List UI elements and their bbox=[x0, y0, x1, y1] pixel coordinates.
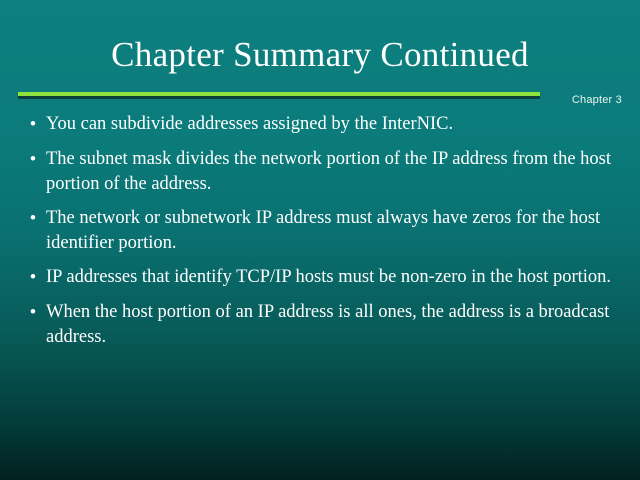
bullet-dot-icon: • bbox=[29, 302, 37, 323]
list-item-text: When the host portion of an IP address is all ones, the address is a broadcast address. bbox=[46, 302, 610, 347]
list-item bbox=[20, 112, 624, 138]
title-divider bbox=[18, 92, 540, 99]
list-item-text: The subnet mask divides the network portion of the IP address from the host portion of the address. bbox=[46, 149, 611, 194]
divider-shadow-line bbox=[18, 96, 540, 99]
bullet-dot-icon: • bbox=[29, 208, 37, 229]
page-title: Chapter Summary Continued bbox=[111, 35, 529, 74]
list-item bbox=[20, 300, 624, 350]
list-item bbox=[20, 147, 624, 197]
bullet-dot-icon: • bbox=[29, 114, 37, 135]
bullet-list bbox=[20, 112, 624, 359]
list-item-text: You can subdivide addresses assigned by the InterNIC. bbox=[46, 114, 454, 134]
list-item bbox=[20, 265, 624, 291]
bullet-dot-icon: • bbox=[29, 149, 37, 170]
list-item-text: The network or subnetwork IP address must always have zeros for the host identifier portion. bbox=[46, 208, 601, 253]
chapter-label: Chapter 3 bbox=[571, 94, 622, 106]
list-item bbox=[20, 206, 624, 256]
bullet-dot-icon: • bbox=[29, 267, 37, 288]
list-item-text: IP addresses that identify TCP/IP hosts must be non-zero in the host portion. bbox=[46, 267, 612, 287]
